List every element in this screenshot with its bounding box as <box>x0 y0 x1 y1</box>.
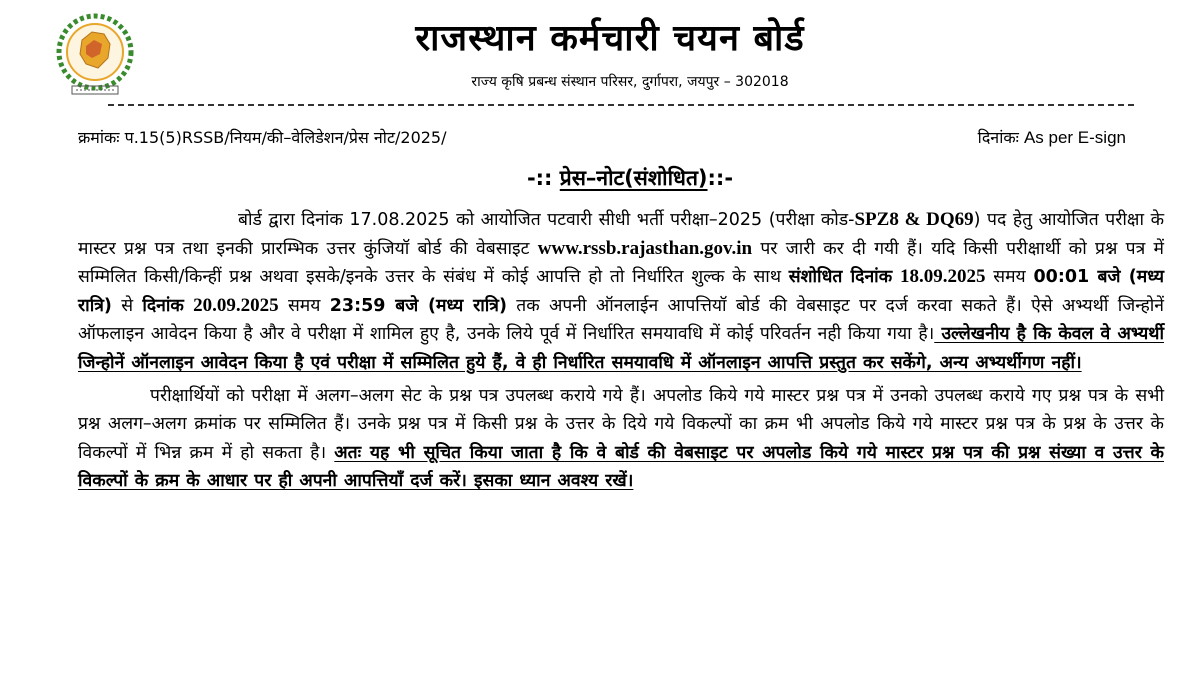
exam-code: SPZ8 & DQ69 <box>854 209 974 230</box>
reference-date <box>978 126 1126 148</box>
paragraph-1: बोर्ड द्वारा दिनांक 17.08.2025 को आयोजित पटवारी सीधी भर्ती परीक्षा–2025 (परीक्षा कोड-SPZ8 & DQ69) पद हेतु आयोजित परीक्षा के मास्टर प्रश्न पत्र तथा इनकी प्रारम्भिक उत्तर कुंजियॉ बोर्ड की वेबसाइट www.rssb.rajasthan.gov.in पर जारी कर दी गयी हैं। यदि किसी परीक्षार्थी को प्रश्न पत्र में सम्मिलित किसी/किन्हीं प्रश्न अथवा इसके/इनके उत्तर के संबंध में कोई आपत्ति हो तो निर्धारित शुल्क के साथ संशोधित दिनांक 18.09.2025 समय 00:01 बजे (मध्य रात्रि) से दिनांक 20.09.2025 समय 23:59 बजे (मध्य रात्रि) तक अपनी ऑनलाईन आपत्तियॉ बोर्ड की वेबसाइट पर दर्ज करवा सकते हैं। ऐसे अभ्यर्थी जिन्होनें ऑफलाइन आवेदन किया है और वे परीक्षा में शामिल हुए है, उनके लिये पूर्व में निर्धारित समयावधि में कोई परिवर्तन नही किया गया है। उल्लेखनीय है कि केवल वे अभ्यर्थी जिन्होनें ऑनलाइन आवेदन किया है एवं परीक्षा में सम्मिलित हुये हैं, वे ही निर्धारित समयावधि में ऑनलाइन आपत्ति प्रस्तुत कर सकेंगे, अन्य अभ्यर्थीगण नहीं। <box>78 209 1165 373</box>
objection-instruction-note: अतः यह भी सूचित किया जाता है कि वे बोर्ड की वेबसाइट पर अपलोड किये गये मास्टर प्रश्न पत्र की प्रश्न संख्या व उत्तर के विकल्पों के क्रम के आधार पर ही अपनी आपत्तियाँ दर्ज करें। इसका ध्यान अवश्य रखें। <box>78 442 1164 492</box>
press-note-heading: -:: प्रेस–नोट(संशोधित)::- <box>526 166 734 190</box>
press-note-title: प्रेस–नोट(संशोधित) <box>559 166 708 190</box>
org-name: राजस्थान कर्मचारी चयन बोर्ड <box>415 18 805 59</box>
website-url: www.rssb.rajasthan.gov.in <box>537 237 753 259</box>
org-address: राज्य कृषि प्रबन्ध संस्थान परिसर, दुर्गापरा, जयपुर – 302018 <box>471 74 789 90</box>
ref-number: प.15(5)RSSB/नियम/की–वेलिडेशन/प्रेस नोट/2025/ <box>124 128 447 147</box>
press-note-body <box>78 206 1164 496</box>
header-divider <box>108 104 1134 106</box>
date-label: दिनांकः <box>977 128 1019 147</box>
reference-line <box>78 126 1126 148</box>
reference-number <box>78 126 447 148</box>
time-from: 00:01 बजे (मध्य रात्रि) <box>78 267 1164 316</box>
ref-label: क्रमांकः <box>78 128 120 147</box>
date-to: 20.09.2025 <box>193 294 279 316</box>
online-applicants-note: उल्लेखनीय है कि केवल वे अभ्यर्थी जिन्होनें ऑनलाइन आवेदन किया है एवं परीक्षा में सम्मिलित हुये हैं, वे ही निर्धारित समयावधि में ऑनलाइन आपत्ति प्रस्तुत कर सकेंगे, अन्य अभ्यर्थीगण नहीं। <box>78 324 1164 373</box>
date-from: 18.09.2025 <box>899 266 986 288</box>
time-to: 23:59 बजे (मध्य रात्रि) <box>329 295 507 316</box>
paragraph-2: परीक्षार्थियों को परीक्षा में अलग–अलग सेट के प्रश्न पत्र उपलब्ध कराये गये हैं। अपलोड किये गये मास्टर प्रश्न पत्र में उनको उपलब्ध कराये गए प्रश्न पत्र के सभी प्रश्न अलग–अलग क्रमांक पर सम्मिलित हैं। उनके प्रश्न पत्र में किसी प्रश्न के उत्तर के दिये गये विकल्पों का क्रम भी अपलोड किये गये मास्टर प्रश्न पत्र के प्रश्न के उत्तर के विकल्पों में भिन्न क्रम में हो सकता है। अतः यह भी सूचित किया जाता है कि वे बोर्ड की वेबसाइट पर अपलोड किये गये मास्टर प्रश्न पत्र की प्रश्न संख्या व उत्तर के विकल्पों के क्रम के आधार पर ही अपनी आपत्तियाँ दर्ज करें। इसका ध्यान अवश्य रखें। <box>78 385 1164 492</box>
date-value: As per E-sign <box>1023 128 1126 147</box>
